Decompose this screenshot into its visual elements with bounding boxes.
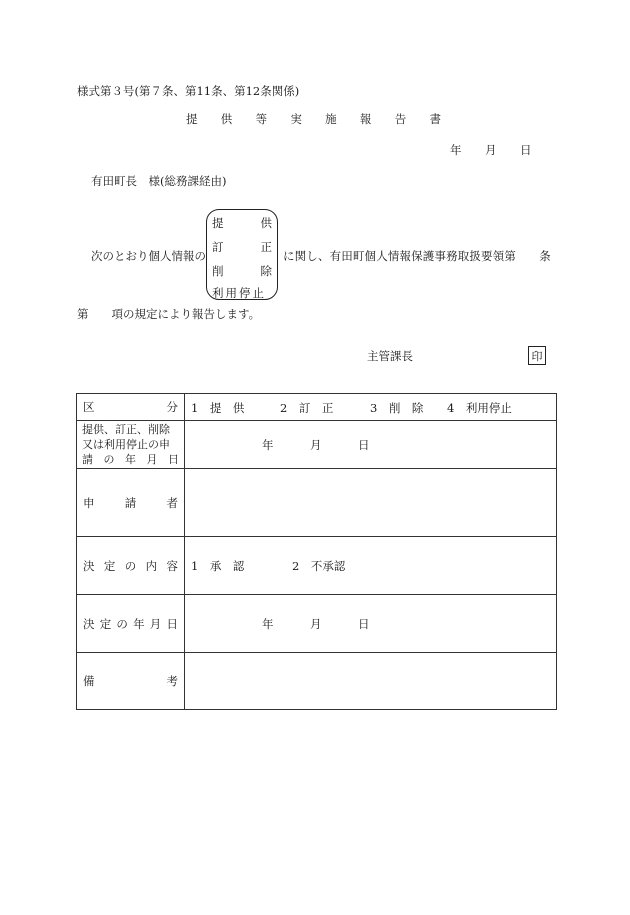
- table-row-decision: 決 定 の 内 容 1 承 認 2 不承認: [77, 537, 557, 595]
- report-date-day: 日: [520, 143, 532, 157]
- label-line: 提供、訂正、削除: [82, 423, 170, 436]
- label-line: 又は利用停止の申: [82, 438, 170, 451]
- label-char: 区: [83, 400, 95, 414]
- date-year: 年: [262, 438, 274, 452]
- continuation-text: に関し、有田町個人情報保護事務取扱要領第 条: [283, 249, 551, 263]
- report-date-year: 年: [450, 143, 462, 157]
- table-row-request-date: 提供、訂正、削除 又は利用停止の申 請 の 年 月 日 年 月 日: [77, 421, 557, 469]
- date-month: 月: [310, 438, 322, 452]
- line2-text: 第 項の規定により報告します。: [77, 307, 261, 321]
- decision-reject[interactable]: 2 不承認: [292, 559, 346, 573]
- option-char: 除: [260, 264, 272, 278]
- option-char: 削: [212, 264, 224, 278]
- decision-approve[interactable]: 1 承 認: [191, 559, 245, 573]
- addressee: 有田町長 様(総務課経由): [91, 174, 227, 188]
- seal-box: 印: [528, 346, 546, 365]
- title-char: 告: [394, 112, 407, 126]
- supervisor-label: 主管課長: [367, 349, 413, 363]
- option-suspend: [212, 285, 272, 301]
- table-row-category: [77, 394, 557, 421]
- remarks-field[interactable]: [185, 653, 557, 710]
- date-year: 年: [262, 617, 274, 631]
- title-char: 報: [359, 112, 372, 126]
- option-delete: [212, 263, 272, 279]
- option-provide: [212, 215, 272, 231]
- decision-date-field[interactable]: [185, 595, 557, 653]
- date-day: 日: [358, 617, 370, 631]
- option-char: 正: [260, 240, 272, 254]
- date-month: 月: [310, 617, 322, 631]
- document-title: [186, 111, 441, 127]
- applicant-field[interactable]: [185, 469, 557, 537]
- report-date-month: 月: [485, 143, 497, 157]
- title-char: 施: [325, 112, 337, 126]
- category-option-4[interactable]: 4 利用停止: [447, 401, 512, 415]
- report-table: [76, 393, 557, 710]
- title-char: 書: [429, 112, 441, 126]
- option-char: 利用停止: [212, 286, 266, 300]
- option-char: 訂: [212, 240, 224, 254]
- category-option-1[interactable]: 1 提 供: [191, 401, 245, 415]
- label-char: 分: [166, 400, 178, 414]
- title-char: 実: [290, 112, 302, 126]
- date-day: 日: [358, 438, 370, 452]
- title-char: 提: [186, 112, 198, 126]
- intro-text: 次のとおり個人情報の: [91, 249, 206, 263]
- option-char: 供: [260, 216, 272, 230]
- table-row-applicant: 申 請 者: [77, 469, 557, 537]
- title-char: 等: [255, 112, 268, 126]
- table-row-decision-date: 決 定 の 年 月 日 年 月 日: [77, 595, 557, 653]
- category-option-3[interactable]: 3 削 除: [370, 401, 424, 415]
- title-char: 供: [220, 112, 233, 126]
- form-number: 様式第３号(第７条、第11条、第12条関係): [77, 84, 300, 98]
- category-option-2[interactable]: 2 訂 正: [280, 401, 334, 415]
- request-date-field[interactable]: [185, 421, 557, 469]
- option-char: 提: [212, 216, 224, 230]
- option-correct: [212, 239, 272, 255]
- table-row-remarks: 備 考: [77, 653, 557, 710]
